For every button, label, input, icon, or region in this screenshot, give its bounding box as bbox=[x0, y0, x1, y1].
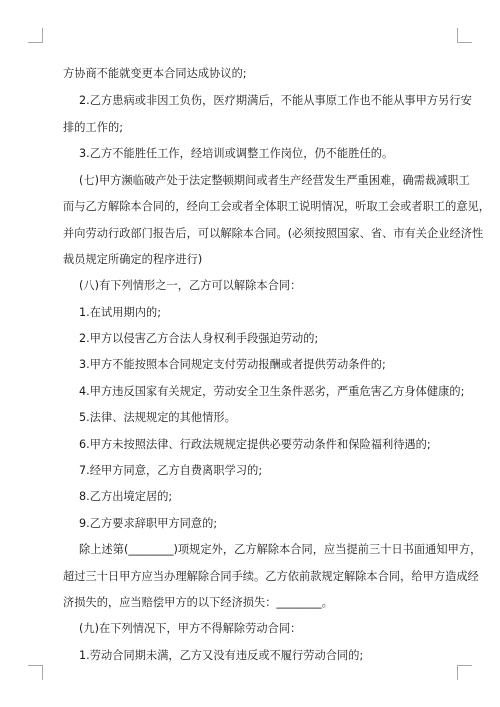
text-line: 2.乙方患病或非因工负伤，医疗期满后，不能从事原工作也不能从事甲方另行安 bbox=[79, 94, 472, 107]
text-line: 8.乙方出境定居的; bbox=[79, 490, 173, 503]
text-line: 6.甲方未按照法律、行政法规规定提供必要劳动条件和保险福利待遇的; bbox=[79, 438, 431, 451]
text-line: 超过三十日甲方应当办理解除合同手续。乙方依前款规定解除本合同，给甲方造成经 bbox=[63, 570, 479, 583]
text-line: 1.劳动合同期未满，乙方又没有违反或不履行劳动合同的; bbox=[79, 649, 364, 662]
text-line: 除上述第(________)项规定外，乙方解除本合同，应当提前三十日书面通知甲方， bbox=[79, 543, 482, 556]
text-line: 2.甲方以侵害乙方合法人身权利手段强迫劳动的; bbox=[79, 332, 319, 345]
text-line: 4.甲方违反国家有关规定，劳动安全卫生条件恶劣，严重危害乙方身体健康的; bbox=[79, 385, 465, 398]
text-line: (七)甲方濒临破产处于法定整顿期间或者生产经营发生严重困难，确需裁减职工 bbox=[79, 174, 470, 187]
text-line: 而与乙方解除本合同的，经向工会或者全体职工说明情况，听取工会或者职工的意见， bbox=[63, 200, 491, 213]
text-line: (八)有下列情形之一，乙方可以解除本合同： bbox=[79, 279, 302, 292]
crop-mark-bottom-right bbox=[457, 665, 472, 680]
text-line: 1.在试用期内的; bbox=[79, 306, 162, 319]
text-line: 方协商不能就变更本合同达成协议的; bbox=[63, 67, 247, 80]
text-line: 济损失的，应当赔偿甲方的以下经济损失：________。 bbox=[63, 596, 333, 609]
text-line: 3.乙方不能胜任工作，经培训或调整工作岗位，仍不能胜任的。 bbox=[79, 147, 394, 160]
text-line: (九)在下列情况下，甲方不得解除劳动合同： bbox=[79, 622, 302, 635]
text-line: 排的工作的; bbox=[63, 121, 124, 134]
text-line: 并向劳动行政部门报告后，可以解除本合同。(必须按照国家、省、市有关企业经济性 bbox=[63, 227, 484, 240]
text-line: 裁员规定所确定的程序进行) bbox=[63, 253, 203, 266]
text-line: 3.甲方不能按照本合同规定支付劳动报酬或者提供劳动条件的; bbox=[79, 358, 386, 371]
text-line: 9.乙方要求辞职甲方同意的; bbox=[79, 517, 218, 530]
text-line: 5.法律、法规规定的其他情形。 bbox=[79, 411, 236, 424]
crop-mark-top-right bbox=[457, 28, 472, 43]
crop-mark-bottom-left bbox=[28, 665, 43, 680]
text-line: 7.经甲方同意，乙方自费离职学习的; bbox=[79, 464, 263, 477]
crop-mark-top-left bbox=[28, 28, 43, 43]
